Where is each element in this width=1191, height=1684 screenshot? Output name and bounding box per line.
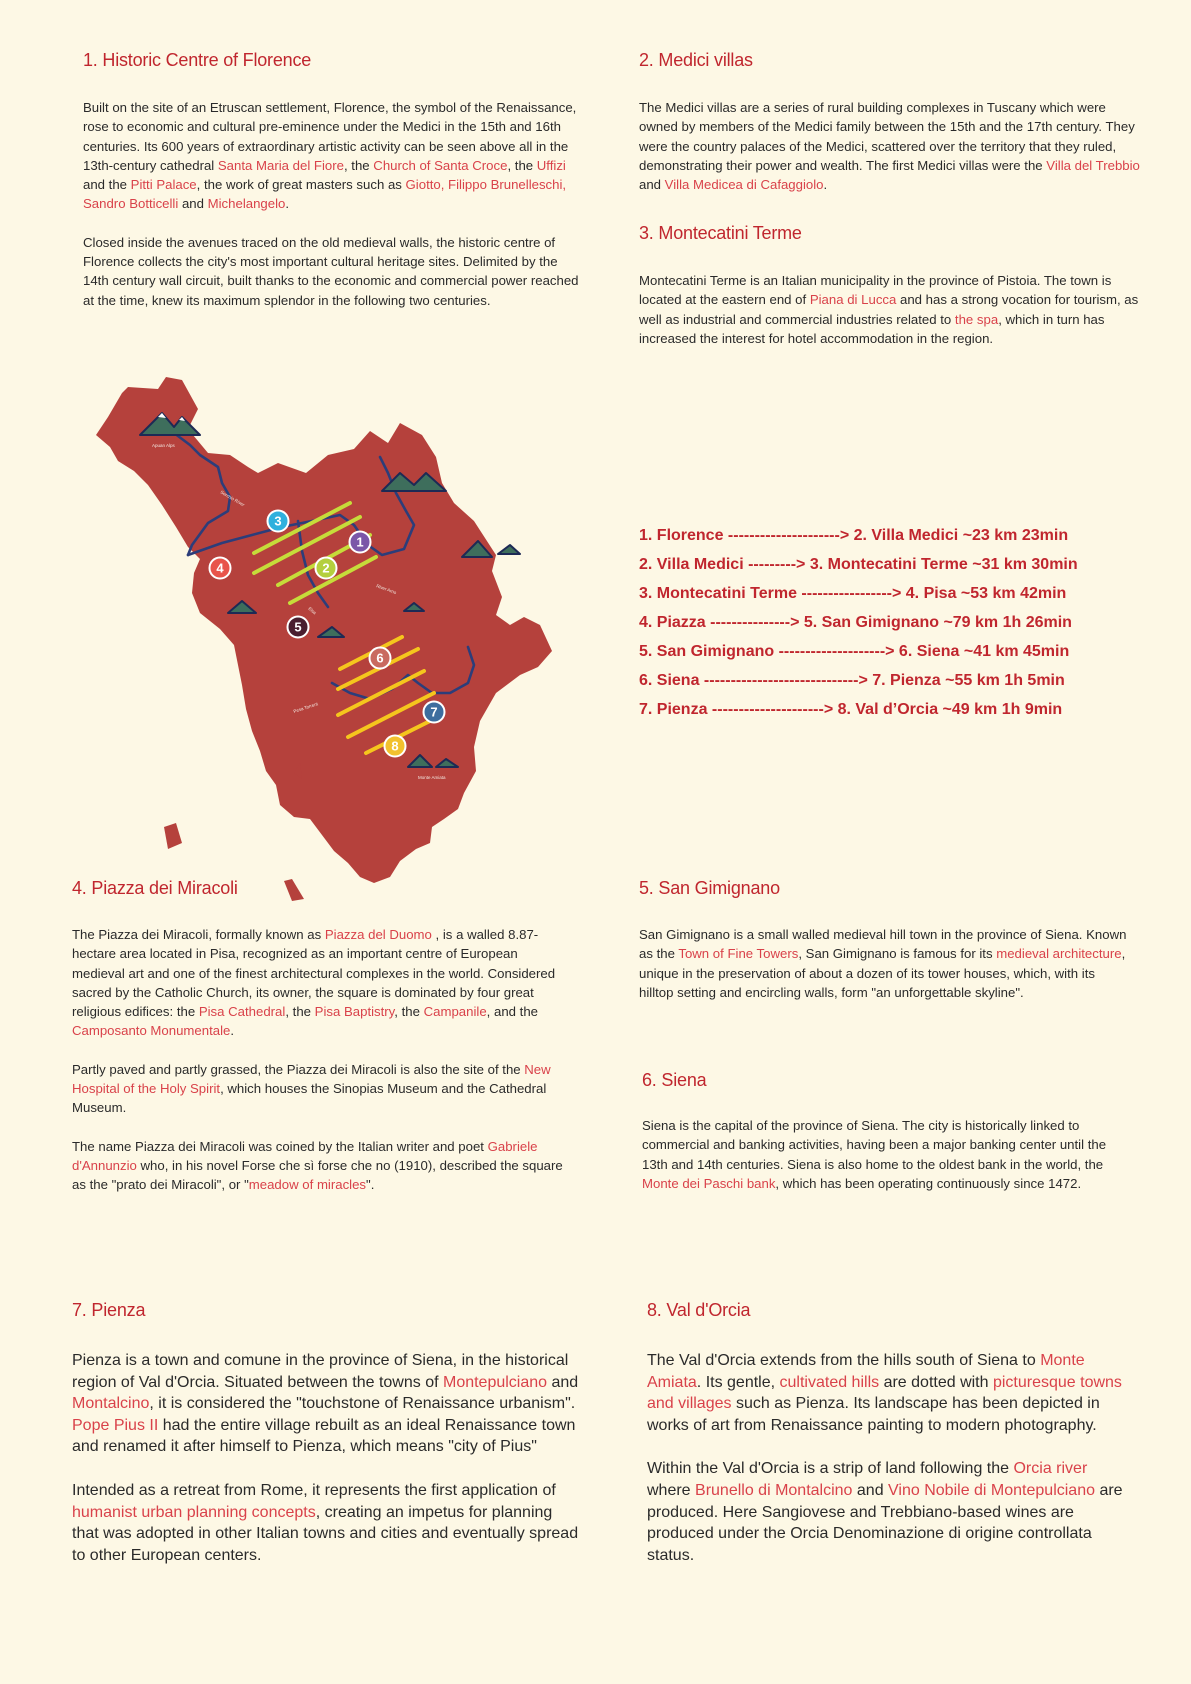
paragraph (72, 925, 570, 1041)
section-body (72, 1350, 582, 1566)
inline-link[interactable]: humanist urban planning concepts (72, 1503, 316, 1521)
inline-link[interactable]: Camposanto Monumentale (72, 1023, 231, 1039)
inline-link[interactable]: Monte Amiata (647, 1352, 1085, 1391)
text-run: and the (83, 177, 131, 193)
inline-link[interactable]: Brunello di Montalcino (695, 1481, 853, 1499)
route-item: 2. Villa Medici ---------> 3. Montecatini Terme ~31 km 30min (639, 556, 1078, 573)
section-title: 7. Pienza (72, 1300, 146, 1320)
section-title: 2. Medici villas (639, 50, 753, 70)
section-body (639, 98, 1141, 194)
text-run: The Medici villas are a series of rural building complexes in Tuscany which were owned by members of the Medici family between the 15th and the 17th century. They were the country palaces of the Medici, scattered over the territory that they ruled, demonstrating their power and wealth. The first Medici villas were the (639, 100, 1135, 173)
text-run: , the (285, 1004, 315, 1020)
map-marker-8 (385, 736, 406, 757)
inline-link[interactable]: Pisa Cathedral (198, 1004, 286, 1020)
section-title: 5. San Gimignano (639, 878, 780, 898)
section-montecatini-terme (639, 223, 1141, 348)
section-pienza (72, 1300, 582, 1566)
text-run: where (647, 1481, 696, 1499)
inline-link[interactable]: meadow of miracles (248, 1177, 367, 1193)
section-medici-villas (639, 50, 1141, 194)
text-run: , which has been operating continuously since 1472. (775, 1175, 1082, 1191)
text-run: and has a strong vocation for tourism, as well as industrial and commercial industries related to (639, 292, 1139, 327)
inline-link[interactable]: Gabriele d'Annunzio (72, 1138, 538, 1173)
inline-link[interactable]: picturesque towns and villages (647, 1373, 1122, 1413)
tuscany-land (96, 377, 552, 883)
section-body (647, 1350, 1135, 1566)
svg-text:8: 8 (391, 738, 399, 754)
text-run: Montecatini Terme is an Italian municipality in the province of Pistoia. The town is located at the eastern end of (639, 273, 1112, 308)
inline-link[interactable]: Giotto, Filippo Brunelleschi, Sandro Botticelli (83, 177, 567, 212)
section-body (642, 1116, 1132, 1193)
text-run: , and the (486, 1004, 538, 1020)
inline-link[interactable]: Pisa Baptistry (314, 1004, 395, 1020)
route-item: 4. Piazza ---------------> 5. San Gimignano ~79 km 1h 26min (639, 614, 1072, 631)
text-run: , which houses the Sinopias Museum and the Cathedral Museum. (72, 1081, 547, 1116)
text-run: ". (366, 1177, 375, 1193)
text-run: , San Gimignano is famous for its (798, 946, 997, 962)
text-run: , which in turn has increased the interest for hotel accommodation in the region. (639, 311, 1105, 346)
map-marker-2 (316, 558, 337, 579)
section-body (639, 925, 1129, 1002)
text-run: and (178, 196, 208, 212)
section-title: 8. Val d'Orcia (647, 1300, 751, 1320)
svg-text:7: 7 (430, 704, 438, 720)
inline-link[interactable]: Pope Pius II (72, 1416, 159, 1434)
text-run: and (547, 1373, 579, 1391)
inline-link[interactable]: Uffizi (536, 157, 566, 173)
svg-text:6: 6 (376, 650, 384, 666)
svg-text:2: 2 (322, 560, 330, 576)
text-run: are produced. Here Sangiovese and Trebbiano-based wines are produced under the Orcia Denominazione di origine controllata status. (647, 1481, 1123, 1564)
text-run: had the entire village rebuilt as an ideal Renaissance town and renamed it after himself to Pienza, which means "city of Pius" (72, 1416, 576, 1456)
inline-link[interactable]: Santa Maria del Fiore (217, 157, 344, 173)
paragraph (642, 1116, 1132, 1193)
paragraph (83, 233, 583, 310)
svg-text:4: 4 (216, 560, 224, 576)
paragraph (647, 1458, 1135, 1566)
map-label-monte-amiata: Monte Amiata (418, 775, 446, 780)
route-item: 1. Florence ---------------------> 2. Villa Medici ~23 km 23min (639, 527, 1069, 544)
section-historic-centre-florence (83, 50, 583, 310)
text-run: and (639, 177, 665, 193)
section-san-gimignano (639, 878, 1129, 1002)
text-run: Partly paved and partly grassed, the Piazza dei Miracoli is also the site of the (72, 1061, 525, 1077)
map-marker-6 (370, 648, 391, 669)
inline-link[interactable]: the spa (954, 311, 999, 327)
inline-link[interactable]: Pitti Palace (130, 177, 197, 193)
section-siena (642, 1070, 1132, 1193)
section-title: 3. Montecatini Terme (639, 223, 802, 243)
text-run: , the (343, 157, 374, 173)
section-title: 4. Piazza dei Miracoli (72, 878, 238, 898)
paragraph (72, 1060, 570, 1118)
text-run: San Gimignano is a small walled medieval hill town in the province of Siena. Known as the (639, 927, 1127, 962)
inline-link[interactable]: Campanile (423, 1004, 487, 1020)
section-body (83, 98, 583, 310)
inline-link[interactable]: New Hospital of the Holy Spirit (72, 1061, 551, 1097)
text-run: and (852, 1481, 889, 1499)
route-item: 7. Pienza ---------------------> 8. Val d’Orcia ~49 km 1h 9min (639, 701, 1063, 718)
map-label-elsa: Elsa (307, 605, 318, 616)
text-run: such as Pienza. Its landscape has been depicted in works of art from Renaissance painting to modern photography. (647, 1395, 1100, 1434)
svg-text:3: 3 (274, 513, 282, 529)
text-run: Pienza is a town and comune in the province of Siena, in the historical region of Val d'Orcia. Situated between the towns of (72, 1352, 569, 1391)
section-title: 1. Historic Centre of Florence (83, 50, 312, 70)
route-item: 6. Siena -----------------------------> 7. Pienza ~55 km 1h 5min (639, 672, 1065, 689)
section-piazza-dei-miracoli (72, 878, 570, 1195)
svg-text:1: 1 (356, 534, 364, 550)
text-run: The Piazza dei Miracoli, formally known as (72, 927, 325, 942)
map-marker-1 (350, 532, 371, 553)
inline-link[interactable]: Villa Medicea di Cafaggiolo (664, 177, 824, 193)
text-run: are dotted with (879, 1373, 993, 1391)
route-list (639, 521, 1159, 724)
mountain-icon (498, 545, 520, 554)
text-run: The name Piazza dei Miracoli was coined by the Italian writer and poet (72, 1138, 488, 1154)
island (164, 823, 182, 849)
inline-link[interactable]: Town of Fine Towers (678, 946, 799, 962)
text-run: Within the Val d'Orcia is a strip of land following the (647, 1460, 1014, 1478)
inline-link[interactable]: Church of Santa Croce (373, 157, 508, 173)
text-run: , is a walled 8.87-hectare area located in Pisa, recognized as an important centre of European medieval art and one of the finest architectural complexes in the world. Considered sacred by the Catholic Church, its owner, the square is dominated by four great religious edifices: the (72, 927, 556, 1020)
svg-text:5: 5 (294, 619, 302, 635)
map-marker-7 (424, 702, 445, 723)
paragraph (72, 1137, 570, 1195)
inline-link[interactable]: Piazza del Duomo (324, 927, 432, 942)
inline-link[interactable]: Michelangelo (207, 196, 286, 212)
paragraph (72, 1350, 582, 1458)
text-run: , it is considered the "touchstone of Renaissance urbanism". (149, 1395, 576, 1413)
map-marker-4 (210, 558, 231, 579)
map-marker-5 (288, 617, 309, 638)
text-run: . (823, 177, 828, 193)
inline-link[interactable]: Vino Nobile di Montepulciano (888, 1481, 1095, 1499)
text-run: , creating an impetus for planning that was adopted in other Italian towns and cities and eventually spread to other European centers. (72, 1503, 579, 1564)
inline-link[interactable]: Monte dei Paschi bank (642, 1175, 776, 1191)
inline-link[interactable]: cultivated hills (779, 1373, 880, 1391)
text-run: Siena is the capital of the province of Siena. The city is historically linked to commercial and banking activities, having been a major banking center until the 13th and 14th centuries. Siena is also home to the oldest bank in the world, the (642, 1118, 1107, 1172)
section-title: 6. Siena (642, 1070, 707, 1090)
inline-link[interactable]: medieval architecture (996, 946, 1122, 962)
text-run: who, in his novel Forse che sì forse che no (1910), described the square as the "prato dei Miracoli", or " (72, 1157, 563, 1193)
text-run: . (230, 1023, 235, 1039)
map-marker-3 (268, 511, 289, 532)
paragraph (83, 98, 583, 214)
text-run: Intended as a retreat from Rome, it represents the first application of (72, 1481, 556, 1499)
route-item: 5. San Gimignano --------------------> 6. Siena ~41 km 45min (639, 643, 1070, 660)
paragraph (639, 98, 1141, 194)
inline-link[interactable]: Montalcino (72, 1395, 150, 1413)
section-body (72, 925, 570, 1195)
inline-link[interactable]: Villa del Trebbio (1046, 157, 1140, 173)
map-label-river-arno: River Arno (375, 583, 398, 596)
paragraph (647, 1350, 1135, 1436)
text-run: , the (507, 157, 537, 173)
paragraph (639, 271, 1141, 348)
section-body (639, 271, 1141, 348)
map-label-pesa-torrent: Pesa Torrent (292, 701, 319, 714)
inline-link[interactable]: Montepulciano (442, 1373, 548, 1391)
text-run: , unique in the preservation of about a dozen of its tower houses, which, with its hilltop setting and encircling walls, form "an unforgettable skyline". (639, 946, 1126, 1000)
map-label-serchio-river: Serchio River (219, 489, 246, 508)
text-run: Built on the site of an Etruscan settlement, Florence, the symbol of the Renaissance, rose to economic and cultural pre-eminence under the Medici in the 15th and 16th centuries. Its 600 years of extraordinary artistic activity can be seen above all in the 13th-century cathedral (83, 100, 577, 173)
text-run: The Val d'Orcia extends from the hills south of Siena to (647, 1352, 1041, 1369)
text-run: . Its gentle, (696, 1373, 780, 1391)
map-label-apuan-alps: Apuan Alps (152, 443, 175, 448)
text-run: . (285, 196, 290, 212)
inline-link[interactable]: Orcia river (1013, 1460, 1088, 1478)
paragraph (639, 925, 1129, 1002)
route-item: 3. Montecatini Terme -----------------> 4. Pisa ~53 km 42min (639, 585, 1067, 602)
text-run: , the work of great masters such as (196, 177, 406, 193)
text-run: Closed inside the avenues traced on the old medieval walls, the historic centre of Florence collects the city's most important cultural heritage sites. Delimited by the 14th century wall circuit, built thanks to the economic and commercial power reached at the time, knew its maximum splendor in the following two centuries. (83, 234, 579, 308)
tuscany-map (70, 375, 570, 915)
paragraph (72, 1480, 582, 1566)
section-val-dorcia (647, 1300, 1135, 1566)
inline-link[interactable]: Piana di Lucca (809, 292, 897, 308)
text-run: , the (394, 1004, 424, 1020)
